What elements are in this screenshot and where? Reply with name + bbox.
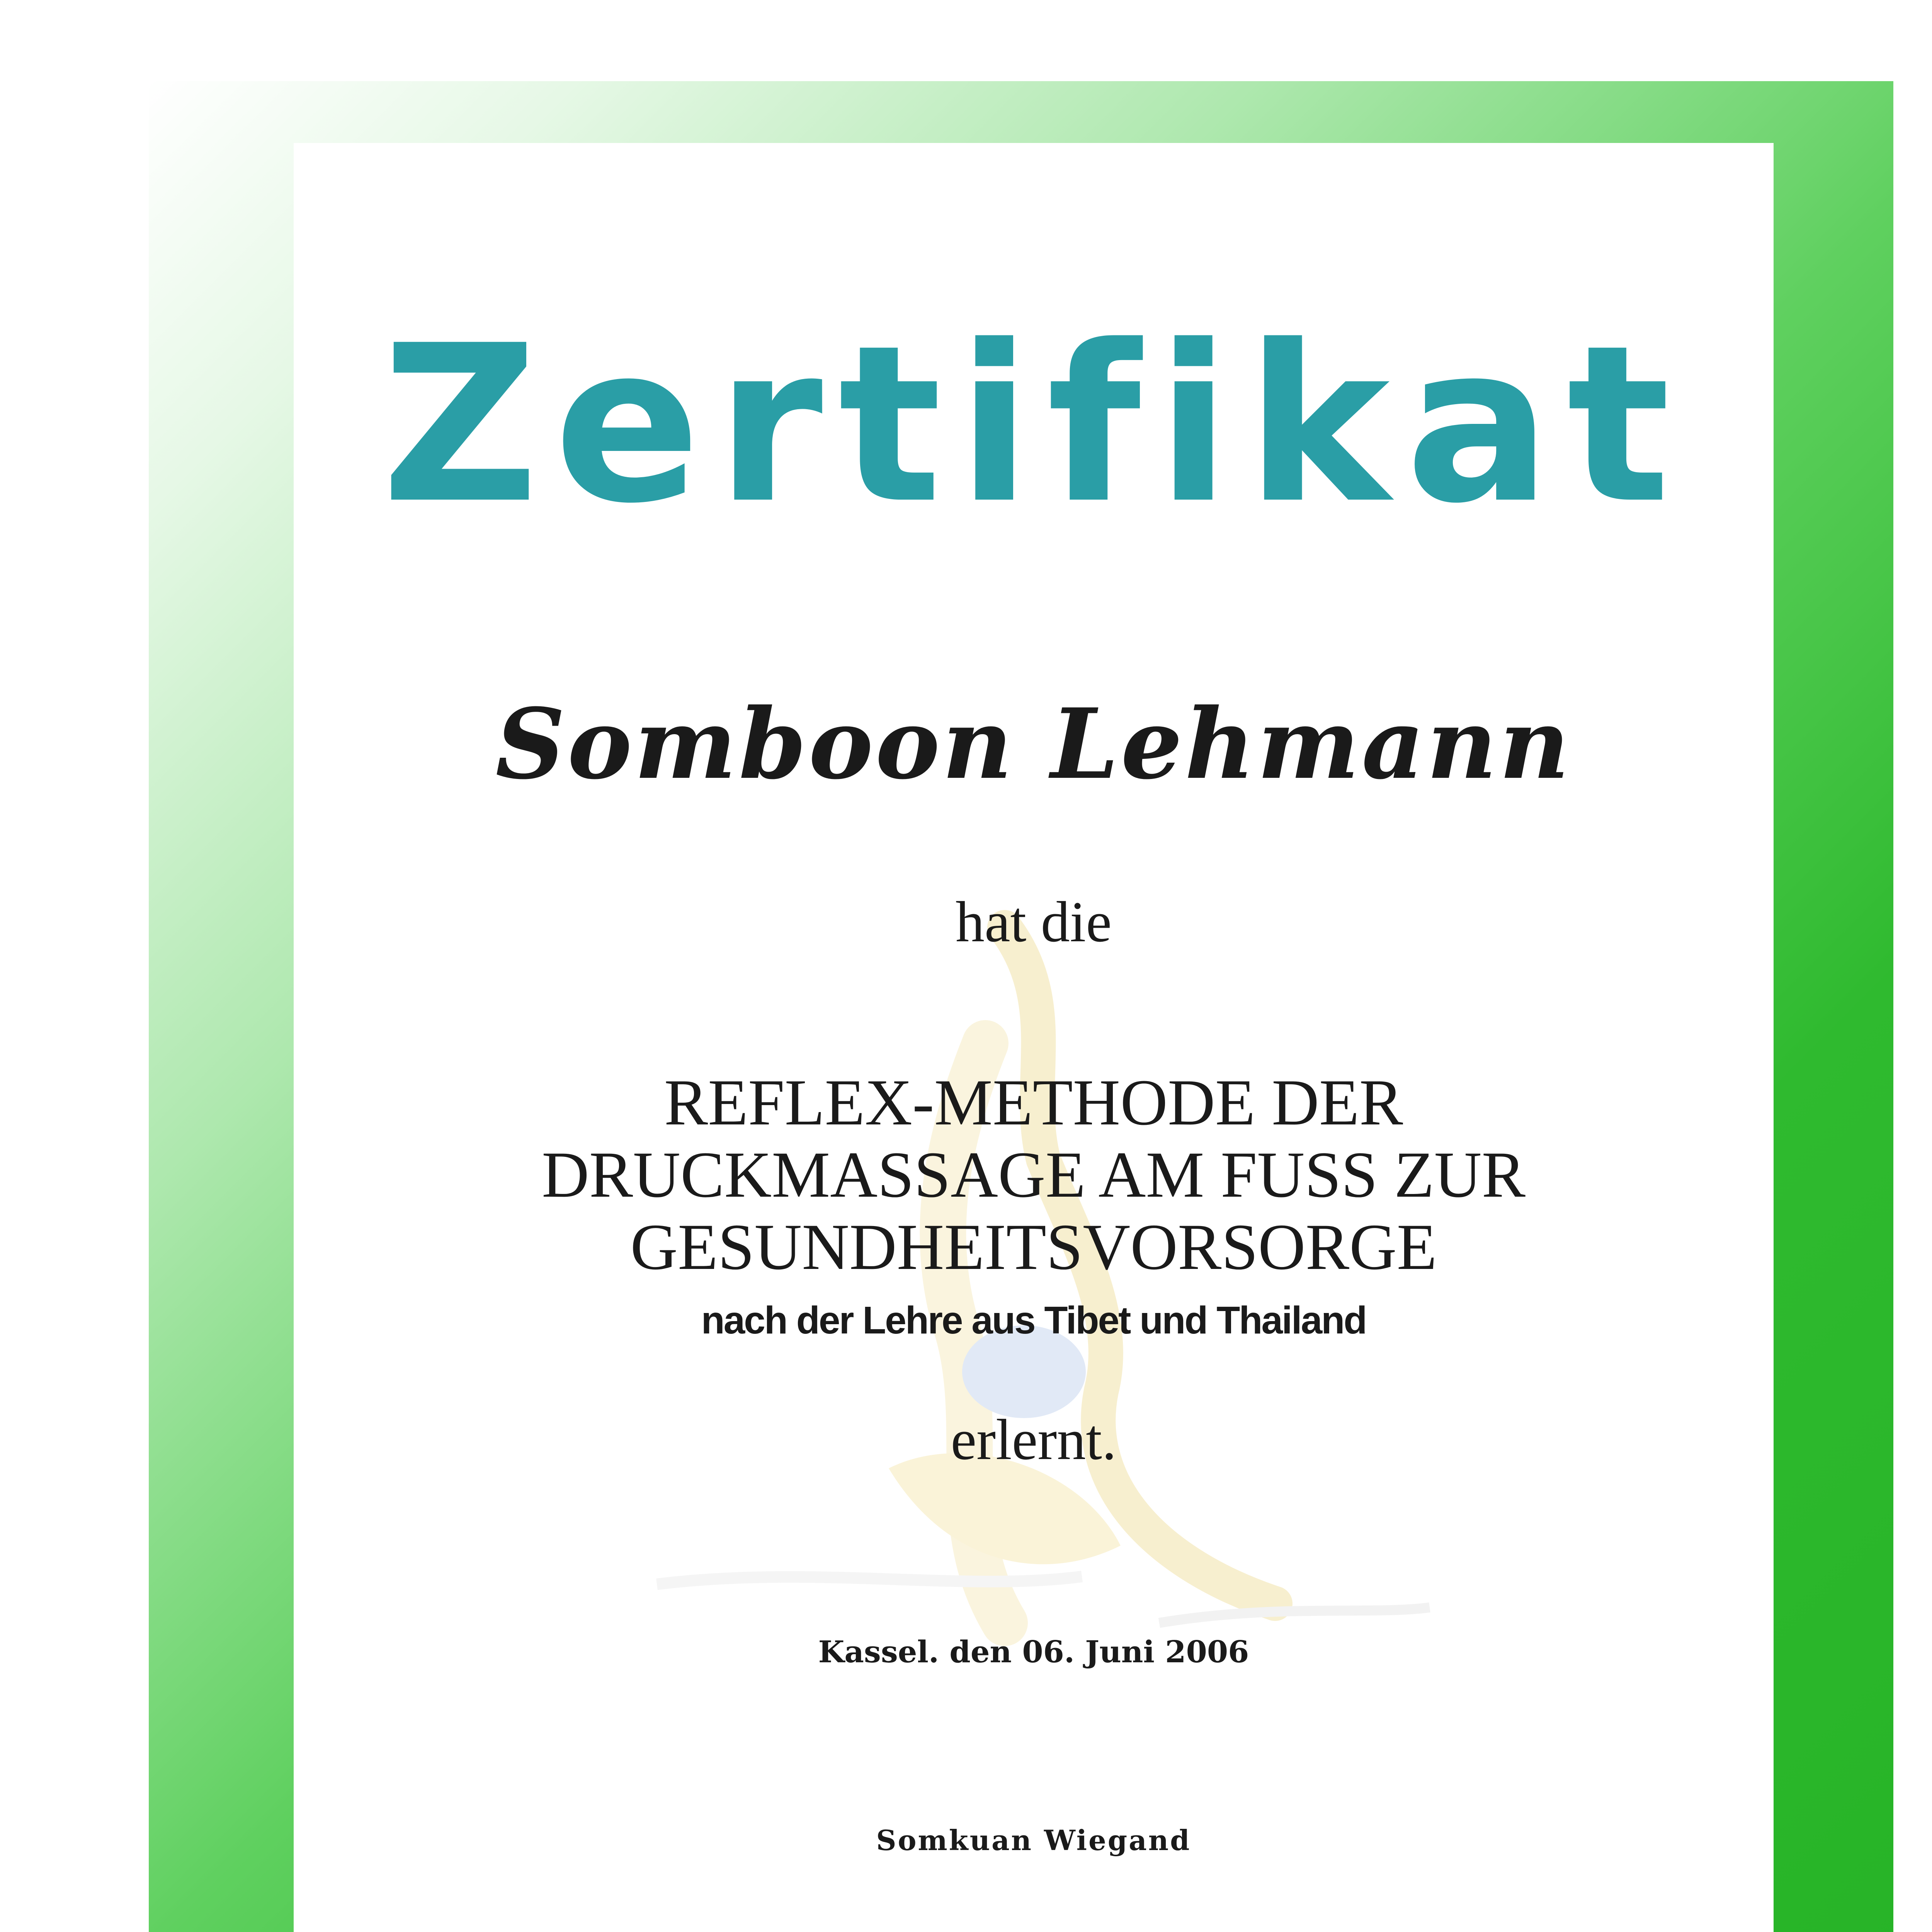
signer-name: Somkuan Wiegand xyxy=(876,1824,1191,1857)
thai-dancer-logo-illustration xyxy=(920,1924,1252,1932)
intro-text: hat die xyxy=(955,890,1112,954)
course-title xyxy=(294,1066,1774,1283)
course-title-line: GESUNDHEITSVORSORGE xyxy=(630,1211,1437,1283)
place-and-date: Kassel. den 06. Juni 2006 xyxy=(818,1634,1249,1670)
course-title-line: DRUCKMASSAGE AM FUSS ZUR xyxy=(542,1138,1526,1211)
thai-dancer-watermark-illustration xyxy=(541,889,1468,1700)
course-title-line: REFLEX-METHODE DER xyxy=(664,1066,1403,1139)
course-subtitle: nach der Lehre aus Tibet und Thailand xyxy=(701,1299,1366,1342)
certificate-title: Zertifikat xyxy=(381,299,1686,551)
recipient-name: Somboon Lehmann xyxy=(495,687,1572,801)
outro-text: erlernt. xyxy=(951,1408,1117,1472)
